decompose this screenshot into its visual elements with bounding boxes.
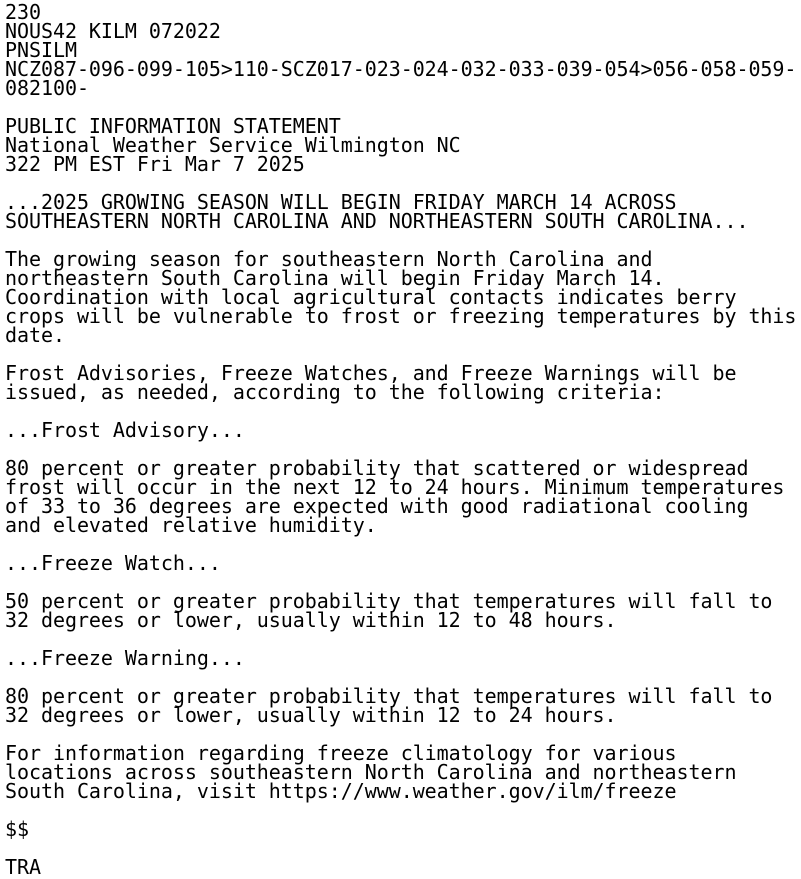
text-line: ...2025 GROWING SEASON WILL BEGIN FRIDAY MARCH 14 ACROSS: [5, 190, 677, 214]
text-line: of 33 to 36 degrees are expected with good radiational cooling: [5, 494, 749, 518]
text-line: SOUTHEASTERN NORTH CAROLINA AND NORTHEASTERN SOUTH CAROLINA...: [5, 209, 749, 233]
text-line: northeastern South Carolina will begin Friday March 14.: [5, 266, 665, 290]
text-line: issued, as needed, according to the following criteria:: [5, 380, 665, 404]
text-line: NOUS42 KILM 072022: [5, 19, 221, 43]
text-line: TRA: [5, 855, 41, 879]
text-line: The growing season for southeastern North Carolina and: [5, 247, 653, 271]
text-line: [5, 801, 801, 820]
text-line: 80 percent or greater probability that temperatures will fall to: [5, 684, 773, 708]
text-line: and elevated relative humidity.: [5, 513, 377, 537]
text-line: 082100-: [5, 76, 89, 100]
text-line: 322 PM EST Fri Mar 7 2025: [5, 152, 305, 176]
text-line: locations across southeastern North Carolina and northeastern: [5, 760, 737, 784]
text-line: NCZ087-096-099-105>110-SCZ017-023-024-032-033-039-054>056-058-059-: [5, 57, 797, 81]
text-line: [5, 839, 801, 858]
text-line: Frost Advisories, Freeze Watches, and Freeze Warnings will be: [5, 361, 737, 385]
text-line: Coordination with local agricultural contacts indicates berry: [5, 285, 737, 309]
text-line: 80 percent or greater probability that scattered or widespread: [5, 456, 749, 480]
text-line: South Carolina, visit https://www.weather.gov/ilm/freeze: [5, 779, 677, 803]
text-line: PUBLIC INFORMATION STATEMENT: [5, 114, 341, 138]
text-line: 32 degrees or lower, usually within 12 to 48 hours.: [5, 608, 617, 632]
text-line: 50 percent or greater probability that temperatures will fall to: [5, 589, 773, 613]
text-line: ...Freeze Warning...: [5, 646, 245, 670]
text-line: frost will occur in the next 12 to 24 hours. Minimum temperatures: [5, 475, 785, 499]
text-line: National Weather Service Wilmington NC: [5, 133, 461, 157]
text-line: ...Freeze Watch...: [5, 551, 221, 575]
text-line: 32 degrees or lower, usually within 12 to 24 hours.: [5, 703, 617, 727]
text-line: PNSILM: [5, 38, 77, 62]
text-line: date.: [5, 323, 65, 347]
text-line: ...Frost Advisory...: [5, 418, 245, 442]
text-line: 230: [5, 0, 41, 24]
text-line: For information regarding freeze climatology for various: [5, 741, 677, 765]
text-line: crops will be vulnerable to frost or freezing temperatures by this: [5, 304, 797, 328]
text-line: $$: [5, 817, 29, 841]
